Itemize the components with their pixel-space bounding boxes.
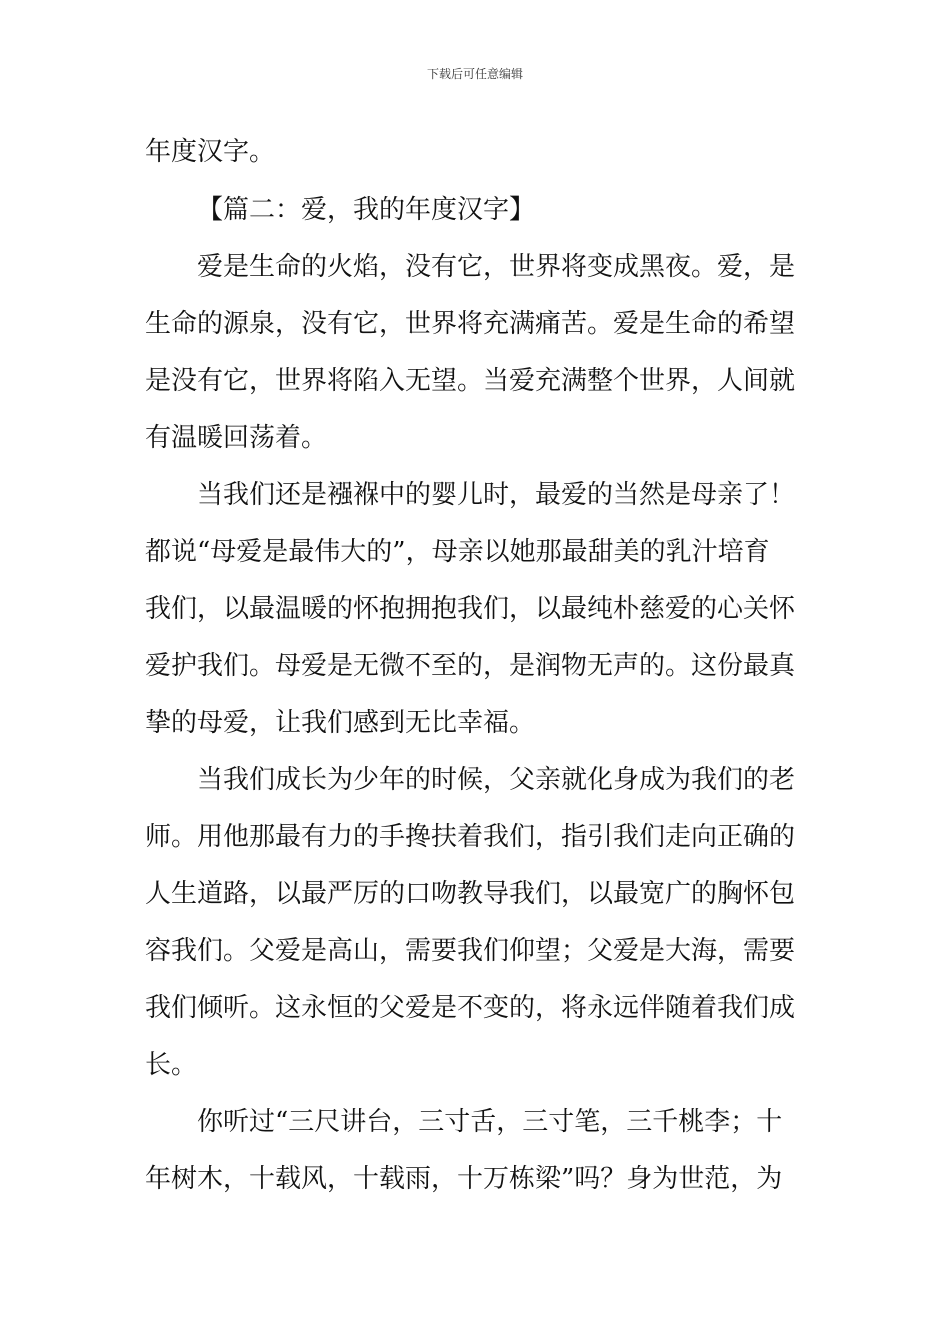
text-line: 爱是生命的火焰，没有它，世界将变成黑夜。爱，是 [197,252,796,282]
text-line: 当我们还是襁褓中的婴儿时，最爱的当然是母亲了！ [197,480,796,510]
page-header: 下载后可任意编辑 [426,67,523,81]
text-line: 我们倾听。这永恒的父爱是不变的，将永远伴随着我们成 [145,993,796,1023]
text-line: 是没有它，世界将陷入无望。当爱充满整个世界，人间就 [145,366,796,396]
text-line: 我们，以最温暖的怀抱拥抱我们，以最纯朴慈爱的心关怀 [145,594,796,624]
text-line: 生命的源泉，没有它，世界将充满痛苦。爱是生命的希望 [145,309,796,339]
text-line: 人生道路，以最严厉的口吻教导我们，以最宽广的胸怀包 [145,879,796,909]
text-line: 有温暖回荡着。 [145,423,328,453]
text-line: 当我们成长为少年的时候，父亲就化身成为我们的老 [197,765,796,795]
text-line: 容我们。父爱是高山，需要我们仰望；父爱是大海，需要 [145,936,796,966]
text-line: 爱护我们。母爱是无微不至的，是润物无声的。这份最真 [145,651,796,681]
section-heading: 【篇二：爱，我的年度汉字】 [197,195,536,225]
text-line: 你听过“三尺讲台，三寸舌，三寸笔，三千桃李；十 [197,1107,783,1137]
text-line: 都说“母爱是最伟大的”，母亲以她那最甜美的乳汁培育 [145,537,770,567]
text-line: 年树木，十载风，十载雨，十万栋梁”吗？身为世范，为 [145,1164,783,1194]
text-line: 挚的母爱，让我们感到无比幸福。 [145,708,536,738]
text-line: 长。 [145,1050,198,1080]
text-line: 师。用他那最有力的手搀扶着我们，指引我们走向正确的 [145,822,796,852]
text-line: 年度汉字。 [145,137,276,167]
